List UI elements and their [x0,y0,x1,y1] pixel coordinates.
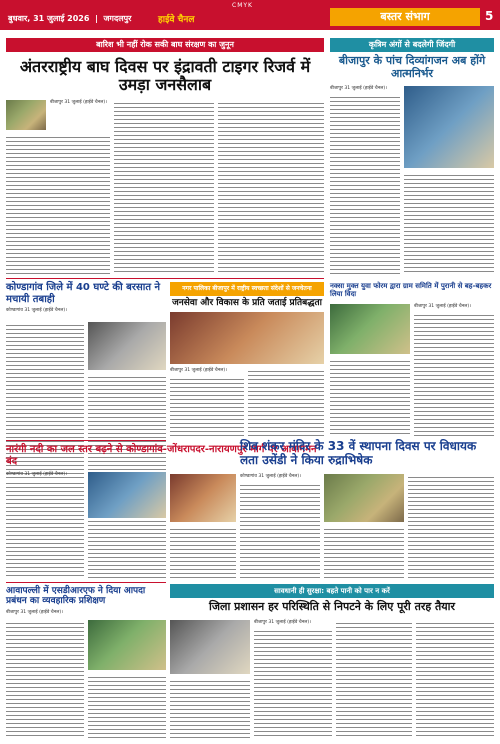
body-text [6,480,84,578]
story-headline: नक्सा मुक्त युवा फोरम द्वारा ग्राम समिति में पुरानी से बह-बहकर लिया विदा [330,282,492,299]
body-text [330,94,400,274]
byline: बीजापुर 31 जुलाई (हाईवे चैनल)। [254,620,311,625]
news-photo [170,312,324,364]
story-headline: शिव शंकर मंदिर के 33 वें स्थापना दिवस पर विधायक लता उसेंडी ने किया रुद्राभिषेक [240,439,477,467]
body-text [170,526,236,578]
byline: बीजापुर 31 जुलाई (हाईवे चैनल)। [6,609,63,615]
body-text [324,526,404,578]
body-text [240,482,320,578]
story-band: सावधानी ही सुरक्षा: बहते पानी को पार न करें [170,584,494,598]
byline: कोण्डागांव 31 जुलाई (हाईवे चैनल)। [6,472,67,477]
story-kondagaon-rain [6,282,166,314]
story-youth-forum [330,282,494,309]
story-band: नगर पालिका बीजापुर में राष्ट्रीय स्वच्छता संदेशों से जनचेतना [170,282,324,296]
story-municipality [170,282,324,373]
body-text [408,474,494,578]
story-band: बारिश भी नहीं रोक सकी बाघ संरक्षण का जुनून [6,38,324,52]
body-text [88,522,166,578]
body-text [170,678,250,738]
body-text [336,620,412,738]
byline: बीजापुर 31 जुलाई (हाईवे चैनल)। [170,368,227,373]
body-text [218,100,324,274]
date-line: बुधवार, 31 जुलाई 2026 | जगदलपुर [8,14,132,23]
brand-name: हाईवे चैनल [158,15,195,25]
body-text [414,312,494,436]
news-photo [88,322,166,370]
byline: बीजापुर 31 जुलाई (हाईवे चैनल)। [330,86,387,91]
story-headline: जिला प्रशासन हर परिस्थिति से निपटने के लिए पूरी तरह तैयार [208,600,456,613]
byline: कोण्डागांव 31 जुलाई (हाईवे चैनल)। [6,308,67,313]
news-photo [88,620,166,670]
story-headline: बीजापुर के पांच दिव्यांगजन अब होंगे आत्मनिर्भर [338,54,486,80]
news-photo [324,474,404,522]
body-text [88,674,166,738]
story-headline: जनसेवा और विकास के प्रति जताई प्रतिबद्धता [172,298,322,308]
story-sdrf-training [6,586,166,616]
body-text [330,358,410,436]
page-number: 5 [485,9,494,23]
news-photo [170,620,250,674]
body-text [248,368,324,436]
cmyk-mark: CMYK [232,2,253,9]
news-photo [170,474,236,522]
byline: कोण्डागांव 31 जुलाई (हाईवे चैनल)। [240,474,301,479]
byline: बीजापुर 31 जुलाई (हाईवे चैनल)। [50,100,107,105]
body-text [416,620,494,738]
story-administration [170,584,494,625]
body-text [6,620,84,738]
news-photo [88,472,166,518]
story-temple [240,440,494,468]
story-headline: नारंगी नदी का जल स्तर बढ़ने से कोण्डागांव-जोंधरापदर-नारायणपुर मार्ग पर आवागमन बंद [6,444,317,467]
story-headline: अंतरराष्ट्रीय बाघ दिवस पर इंद्रावती टाइगर रिजर्व में उमड़ा जनसैलाब [19,57,311,95]
body-text [114,100,214,274]
body-text [404,172,494,274]
story-headline: कोण्डागांव जिले में 40 घण्टे की बरसात ने मचायी तबाही [6,282,161,305]
divider [6,278,324,279]
story-prosthetics [330,38,494,91]
story-tiger-day [6,38,324,105]
divider [6,582,166,583]
body-text [6,134,110,274]
body-text [254,628,332,738]
story-headline: आवापल्ली में एसडीआरएफ ने दिया आपदा प्रबंधन का व्यवहारिक प्रशिक्षण [6,586,146,607]
news-photo [404,86,494,168]
byline: बीजापुर 31 जुलाई (हाईवे चैनल)। [414,304,471,309]
divider [6,440,166,441]
body-text [170,376,244,436]
page-header [0,0,500,30]
story-band: कृत्रिम अंगों से बदलेगी जिंदगी [330,38,494,52]
news-photo [6,100,46,130]
news-photo [330,304,410,354]
story-narangi-body [6,472,166,478]
section-label: बस्तर संभाग [330,8,480,26]
